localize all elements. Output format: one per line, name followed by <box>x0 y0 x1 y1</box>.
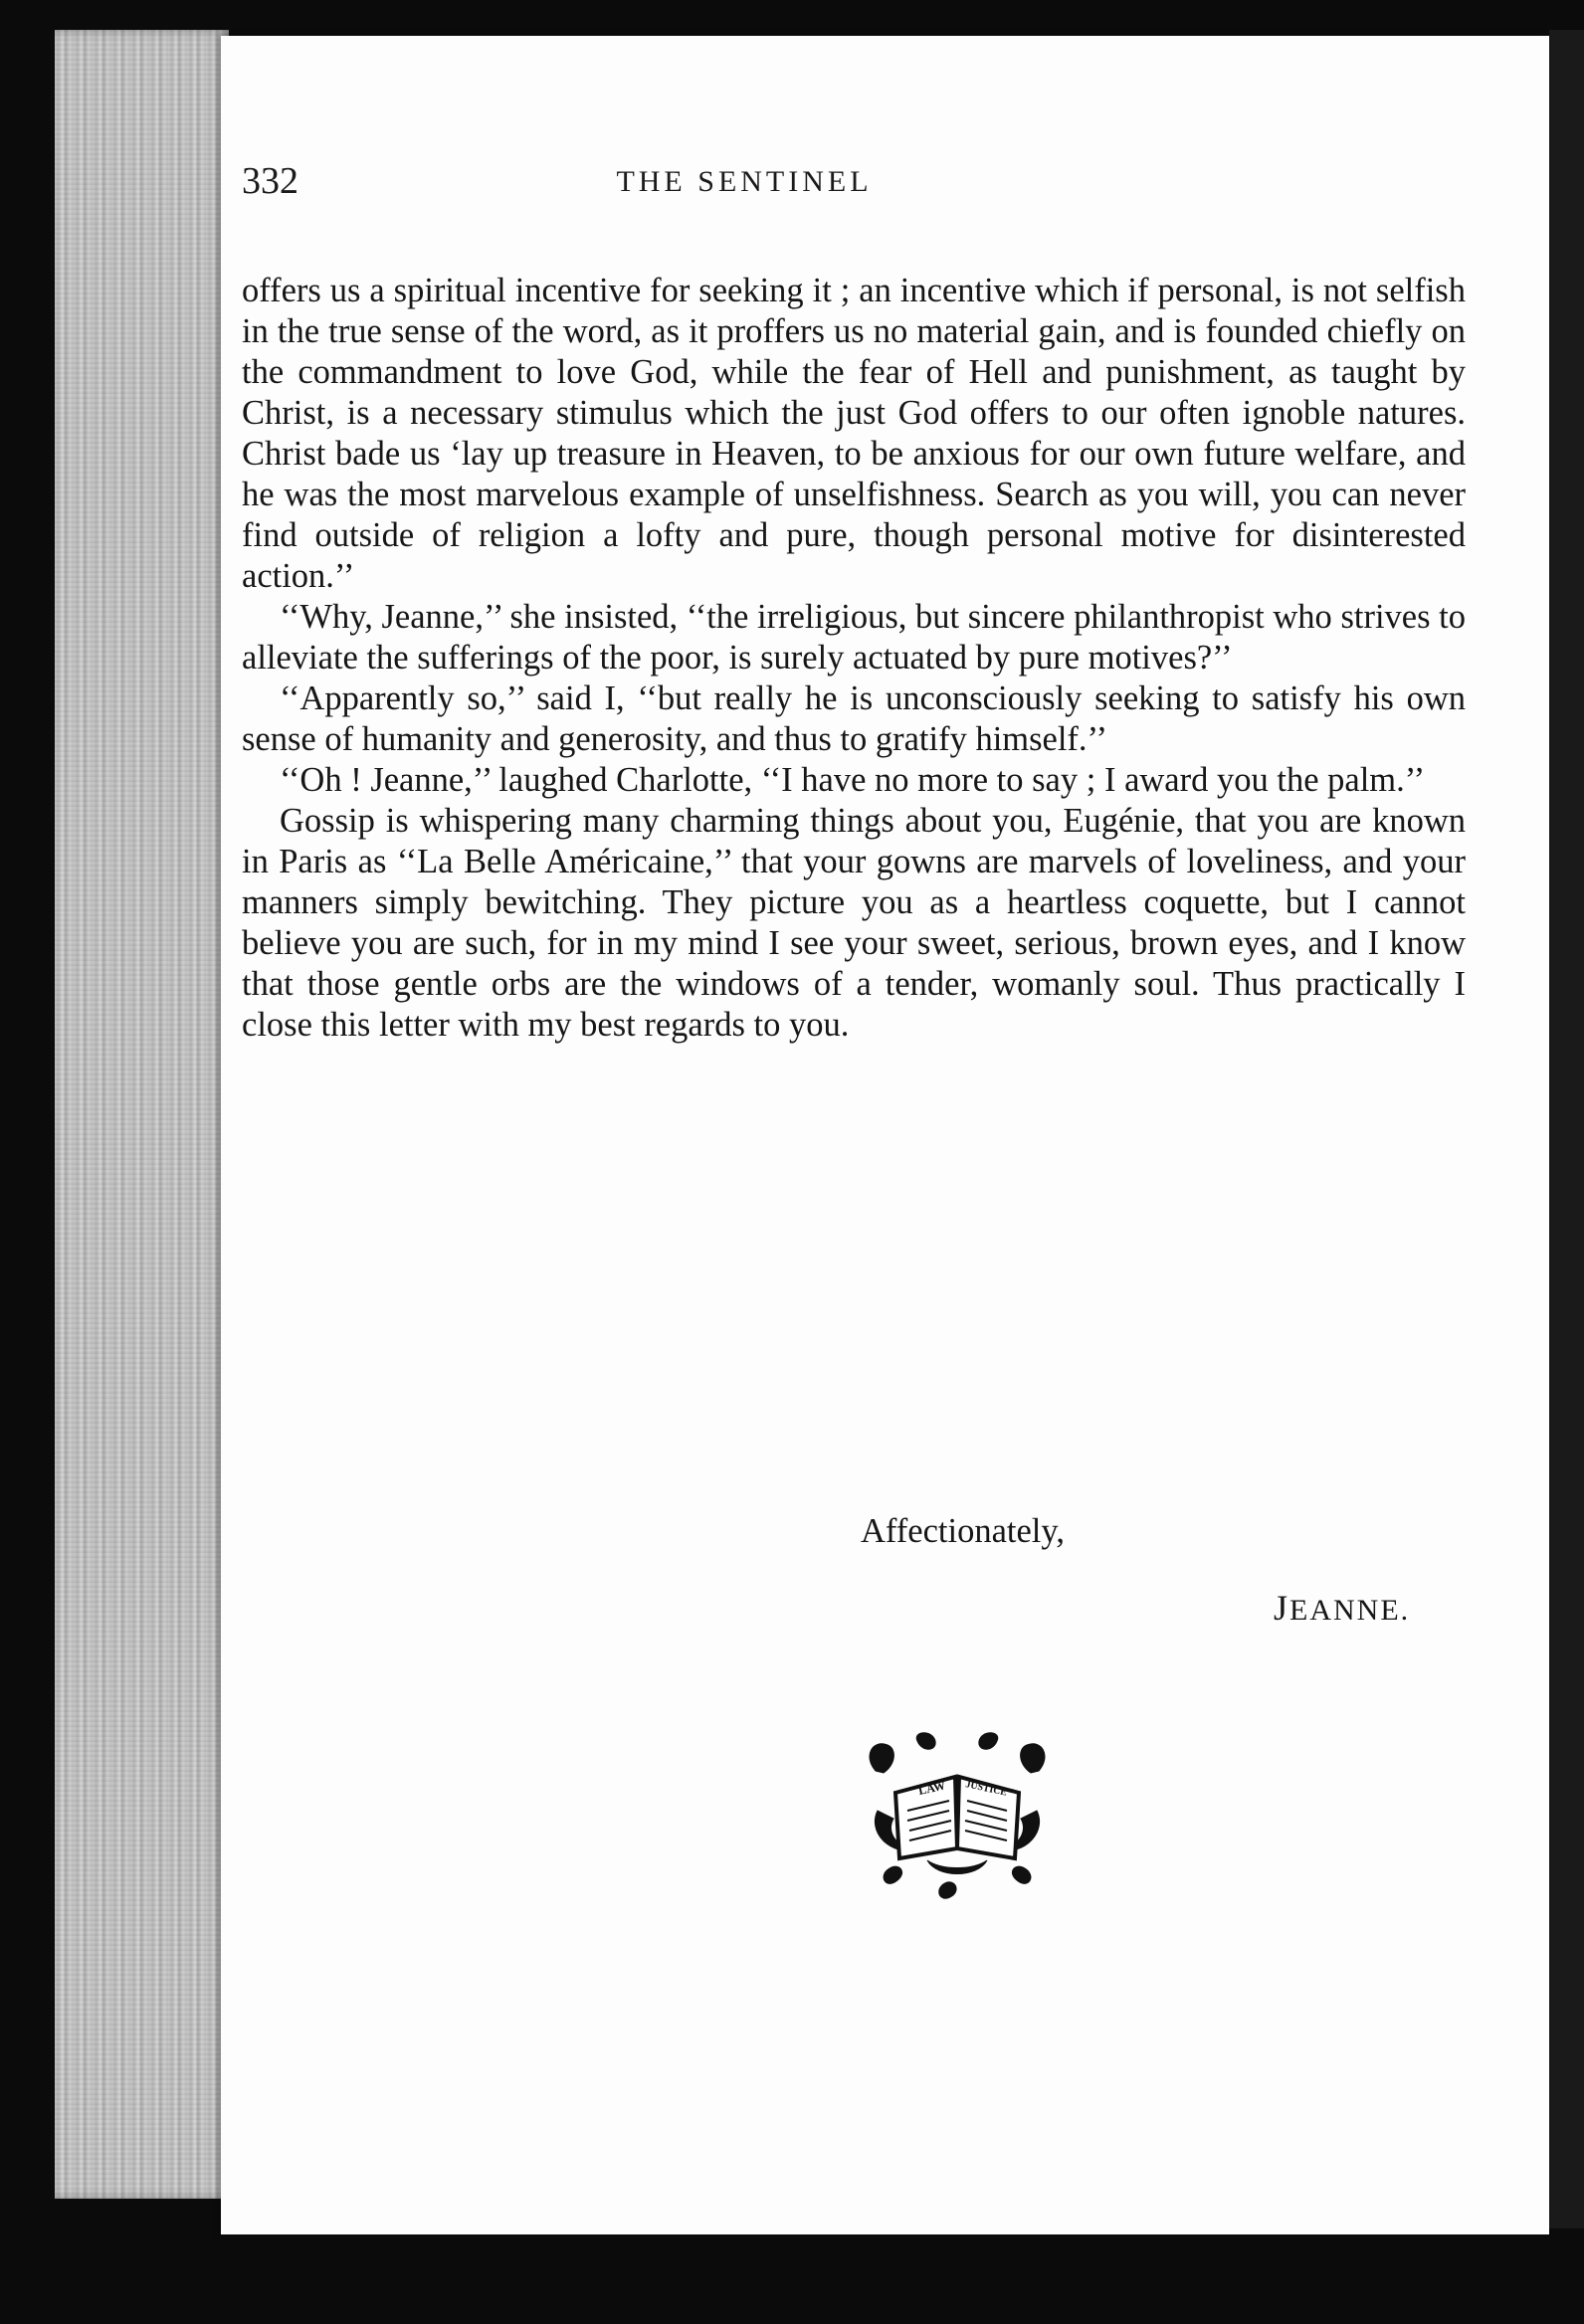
letter-signature <box>1274 1587 1410 1629</box>
book-ornament-icon <box>858 1731 1057 1900</box>
book-word-law: LAW <box>916 1778 947 1798</box>
page-number: 332 <box>242 160 298 202</box>
book-page-edges <box>55 30 229 2199</box>
letter-closing: Affectionately, <box>861 1512 1065 1550</box>
page-header <box>242 159 1247 219</box>
paragraph-4: ‘‘Oh ! Jeanne,’’ laughed Charlotte, ‘‘I have no more to say ; I award you the palm.’’ <box>280 761 1426 799</box>
signature-rest: EANNE. <box>1289 1594 1411 1627</box>
letter-body <box>242 271 1466 1046</box>
book-word-justice: JUSTICE <box>964 1779 1008 1799</box>
signature-initial: J <box>1274 1588 1290 1628</box>
paragraph-1: offers us a spiritual incentive for seeking it ; an incentive which if personal, is not selfish in the true sense of the word, as it proffers us no material gain, and is founded chiefly on the commandment to love God, while the fear of Hell and punishment, as taught by Christ, is a necessary stimulus which the just God offers to our often ignoble natures. Christ bade us ‘lay up treasure in Heaven, to be anxious for our own future welfare, and he was the most marvelous example of unselfishness. Search as you will, you can never find outside of religion a lofty and pure, though personal motive for disinterested action.’’ <box>242 272 1466 595</box>
paragraph-5: Gossip is whispering many charming things about you, Eugénie, that you are known in Paris as ‘‘La Belle Américaine,’’ that your gowns are marvels of loveliness, and your manners simply bewitching. They picture you as a heartless coquette, but I cannot believe you are such, for in my mind I see your sweet, serious, brown eyes, and I know that those gentle orbs are the windows of a tender, womanly soul. Thus practically I close this letter with my best regards to you. <box>242 802 1466 1044</box>
paragraph-2: ‘‘Why, Jeanne,’’ she insisted, ‘‘the irreligious, but sincere philanthropist who strives to alleviate the sufferings of the poor, is surely actuated by pure motives?’’ <box>242 598 1466 677</box>
paragraph-3: ‘‘Apparently so,’’ said I, ‘‘but really he is unconsciously seeking to satisfy his own sense of humanity and generosity, and thus to gratify himself.’’ <box>242 679 1466 758</box>
book-gutter-right <box>1549 30 1584 2228</box>
running-head: THE SENTINEL <box>616 165 873 198</box>
